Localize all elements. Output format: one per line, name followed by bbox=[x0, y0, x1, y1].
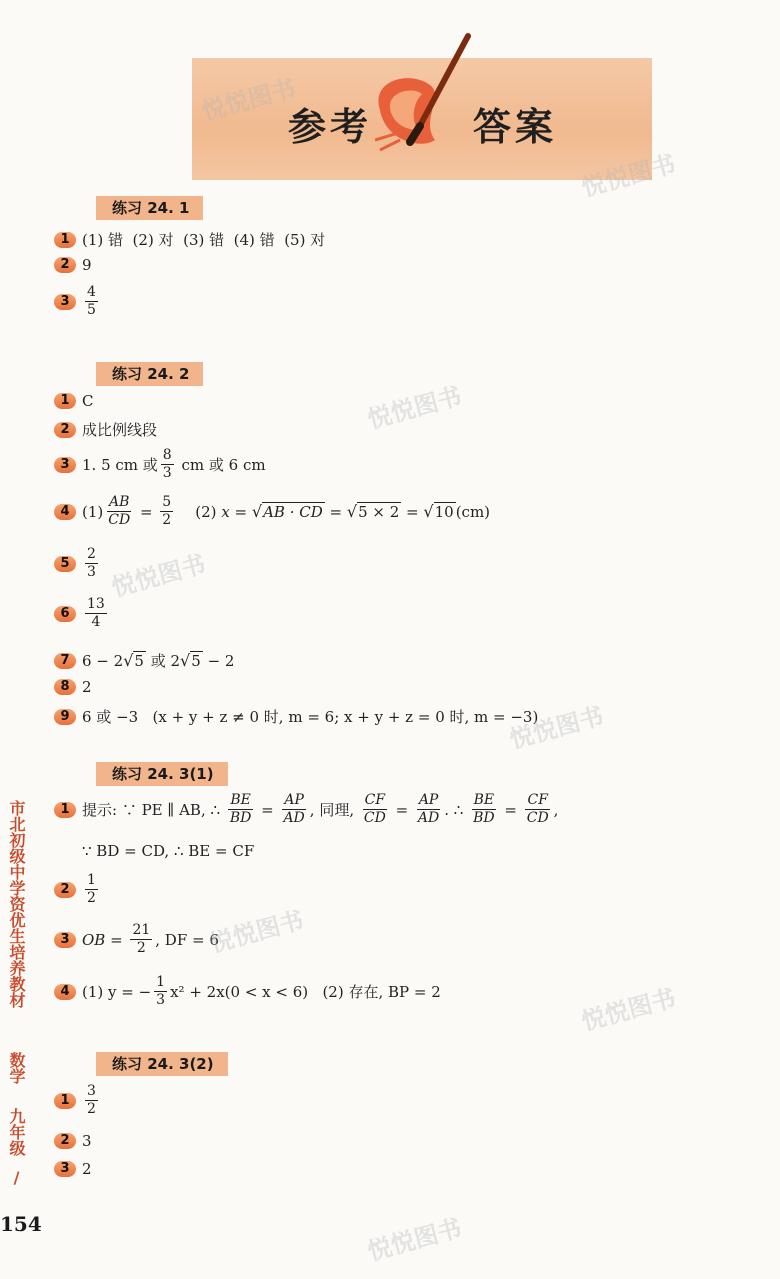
answer-item bbox=[54, 706, 538, 727]
question-number: 8 bbox=[54, 679, 76, 695]
answer-text: 2 bbox=[82, 678, 92, 696]
fraction: $\frac{8}{3}$ bbox=[162, 447, 172, 481]
section-header-24-1: 练习 24. 1 bbox=[96, 196, 203, 220]
watermark: 悦悦图书 bbox=[578, 149, 679, 202]
watermark: 悦悦图书 bbox=[198, 73, 299, 126]
answer-text: 3 bbox=[82, 1132, 92, 1150]
watermark: 悦悦图书 bbox=[578, 983, 679, 1036]
question-number: 2 bbox=[54, 882, 76, 898]
answer-item bbox=[54, 678, 92, 696]
question-number: 1 bbox=[54, 1093, 76, 1109]
radicand: 5 × 2 bbox=[358, 503, 400, 521]
fraction: $\frac{BE}{BD}$ bbox=[229, 792, 252, 826]
watermark: 悦悦图书 bbox=[206, 905, 307, 958]
section-header-24-3-1: 练习 24. 3(1) bbox=[96, 762, 228, 786]
answer-text: 6 或 −3 (x + y + z ≠ 0 时, m = 6; x + y + z = 0 时, m = −3) bbox=[82, 708, 539, 726]
fraction: $\frac{AP}{AD}$ bbox=[283, 792, 305, 826]
page-number: 154 bbox=[0, 1212, 42, 1236]
fraction: $\frac{CF}{CD}$ bbox=[526, 792, 549, 826]
answer-item bbox=[54, 1083, 101, 1118]
answer-item: 1 提示: ∵ PE ∥ AB, ∴ $\frac{BE}{BD}$ = $\frac{AP}{AD}$ , 同理, $\frac{CF}{CD}$ = $\frac{AP}{AD}$ . ∴ $\frac{BE}{BD}$ = $\frac{CF}{CD}$ , bbox=[54, 792, 558, 827]
answer-text: 9 bbox=[82, 256, 92, 274]
answer-item: 4 (1) $\frac{AB}{CD}$ = $\frac{5}{2}$ (2) x = √ AB · CD = √ 5 × 2 = √ 10 (cm) bbox=[54, 494, 490, 529]
watermark: 悦悦图书 bbox=[506, 701, 607, 754]
question-number: 2 bbox=[54, 257, 76, 273]
answer-item bbox=[54, 546, 101, 581]
fraction: $\frac{1}{3}$ bbox=[156, 974, 166, 1008]
answer-item: 3 OB = $\frac{21}{2}$ , DF = 6 bbox=[54, 922, 219, 957]
answer-text: 成比例线段 bbox=[82, 421, 158, 439]
answer-item bbox=[54, 229, 325, 250]
question-number: 4 bbox=[54, 984, 76, 1000]
question-number: 3 bbox=[54, 1161, 76, 1177]
banner-title-right: 答案 bbox=[473, 105, 558, 149]
question-number: 7 bbox=[54, 653, 76, 669]
answer-item bbox=[54, 1132, 92, 1150]
question-number: 3 bbox=[54, 294, 76, 310]
side-slash: / bbox=[7, 1168, 26, 1187]
fraction: $\frac{5}{2}$ bbox=[162, 494, 172, 528]
question-number: 9 bbox=[54, 709, 76, 725]
answer-item bbox=[54, 256, 92, 274]
answer-text: 2 bbox=[82, 1160, 92, 1178]
watermark: 悦悦图书 bbox=[364, 381, 465, 434]
answer-item: 4 (1) y = − $\frac{1}{3}$ x² + 2x(0 < x < 6) (2) 存在, BP = 2 bbox=[54, 974, 441, 1009]
answer-continuation: ∵ BD = CD, ∴ BE = CF bbox=[82, 842, 255, 860]
answer-text: (1) 错 (2) 对 (3) 错 (4) 错 (5) 对 bbox=[82, 231, 326, 249]
fraction: $\frac{4}{5}$ bbox=[87, 284, 96, 318]
question-number: 2 bbox=[54, 422, 76, 438]
section-header-24-3-2: 练习 24. 3(2) bbox=[96, 1052, 228, 1076]
answer-item bbox=[54, 392, 93, 410]
fraction: $\frac{3}{2}$ bbox=[87, 1083, 96, 1117]
answer-text: cm 或 6 cm bbox=[176, 456, 266, 474]
question-number: 1 bbox=[54, 802, 76, 818]
question-number: 1 bbox=[54, 393, 76, 409]
side-subject: 数学 bbox=[7, 1052, 26, 1084]
question-number: 4 bbox=[54, 504, 76, 520]
banner-title-left: 参考 bbox=[288, 105, 373, 149]
question-number: 1 bbox=[54, 232, 76, 248]
fraction: $\frac{BE}{BD}$ bbox=[473, 792, 495, 826]
fraction: $\frac{CF}{CD}$ bbox=[363, 792, 386, 826]
side-grade: 九年级 bbox=[7, 1108, 26, 1156]
question-number: 6 bbox=[54, 606, 76, 622]
watermark: 悦悦图书 bbox=[108, 549, 209, 602]
fraction: $\frac{AP}{AD}$ bbox=[417, 792, 440, 826]
question-number: 3 bbox=[54, 457, 76, 473]
fraction: $\frac{21}{2}$ bbox=[132, 922, 151, 956]
question-number: 2 bbox=[54, 1133, 76, 1149]
answer-text: C bbox=[82, 392, 94, 410]
answer-item bbox=[54, 872, 101, 907]
paintbrush-icon bbox=[360, 30, 480, 170]
answer-item bbox=[54, 419, 157, 440]
answer-item bbox=[54, 447, 266, 482]
watermark: 悦悦图书 bbox=[364, 1213, 465, 1266]
section-header-24-2: 练习 24. 2 bbox=[96, 362, 203, 386]
fraction: $\frac{AB}{CD}$ bbox=[108, 494, 131, 528]
answer-item bbox=[54, 596, 110, 631]
radicand: 10 bbox=[434, 503, 454, 521]
side-book-title: 市北初级中学资优生培养教材 bbox=[7, 800, 26, 1008]
answer-item: 7 6 − 2 √ 5 或 2 √ 5 − 2 bbox=[54, 650, 234, 671]
answer-item bbox=[54, 1160, 92, 1178]
radicand: AB · CD bbox=[263, 503, 323, 521]
question-number: 5 bbox=[54, 556, 76, 572]
fraction: $\frac{1}{2}$ bbox=[87, 872, 96, 906]
answer-text: 1. 5 cm 或 bbox=[82, 456, 158, 474]
fraction: $\frac{13}{4}$ bbox=[87, 596, 105, 630]
answer-item bbox=[54, 284, 101, 319]
fraction: $\frac{2}{3}$ bbox=[87, 546, 96, 580]
question-number: 3 bbox=[54, 932, 76, 948]
